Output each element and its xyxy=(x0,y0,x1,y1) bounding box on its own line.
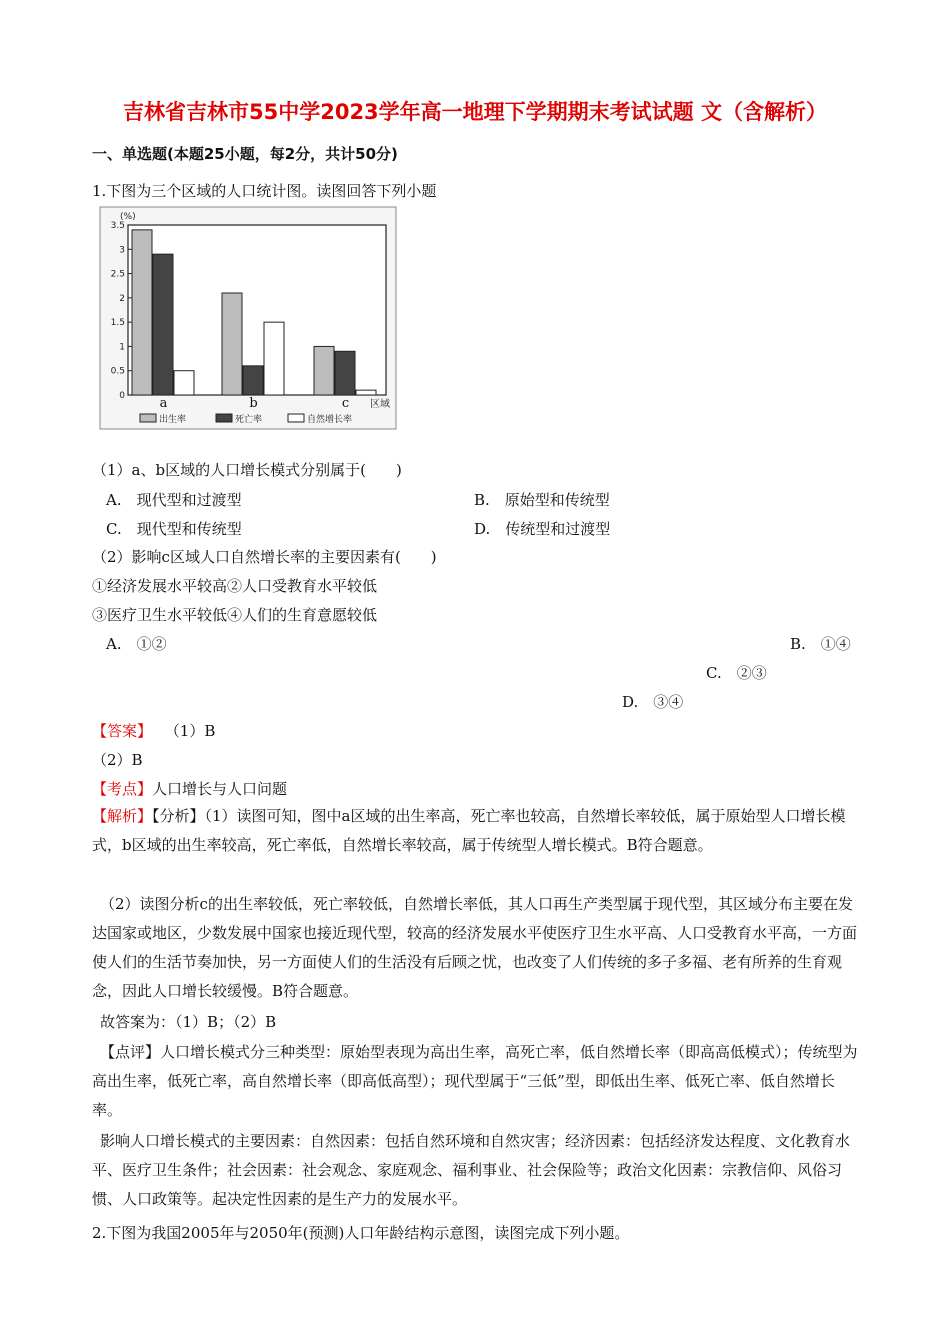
y-tick-label: 1 xyxy=(119,342,125,353)
kaodian-text: 人口增长与人口问题 xyxy=(152,780,288,798)
kaodian-line xyxy=(92,778,287,799)
question-1-stem: 1.下图为三个区域的人口统计图。读图回答下列小题 xyxy=(92,182,437,200)
bar-a-1 xyxy=(153,254,173,395)
legend-label: 死亡率 xyxy=(235,415,263,425)
option-d[interactable]: D. ③④ xyxy=(622,693,684,711)
sub-question-2-choices-line-2: ③医疗卫生水平较低④人们的生育意愿较低 xyxy=(92,606,378,624)
answer-tag: 【答案】 xyxy=(92,722,153,740)
legend-swatch xyxy=(140,414,156,422)
population-bar-chart xyxy=(98,205,398,431)
category-label: b xyxy=(249,396,258,411)
option-c[interactable]: C. ②③ xyxy=(706,664,767,682)
legend-label: 出生率 xyxy=(159,415,187,425)
analysis-paragraph-1 xyxy=(92,802,860,860)
sub-question-2: （2）影响c区域人口自然增长率的主要因素有( ) xyxy=(92,548,437,566)
y-tick-label: 3 xyxy=(119,245,125,256)
y-tick-label: 3.5 xyxy=(110,221,125,231)
option-d[interactable]: D. 传统型和过渡型 xyxy=(474,520,611,538)
category-label: c xyxy=(341,396,350,411)
document-title: 吉林省吉林市55中学2023学年高一地理下学期期末考试试题 文（含解析） xyxy=(123,100,827,124)
category-label: a xyxy=(159,396,168,411)
legend-swatch xyxy=(216,414,232,422)
analysis-text-1: 【分析】（1）读图可知，图中a区域的出生率高，死亡率也较高，自然增长率较低，属于原始型人口增长模式，b区域的出生率较高，死亡率低，自然增长率较高，属于传统型人增长模式。B符合题意。 xyxy=(92,807,846,854)
bar-c-0 xyxy=(314,346,334,395)
bar-c-1 xyxy=(335,351,355,395)
y-tick-label: 2 xyxy=(119,293,125,304)
sub-question-2-choices-line-1: ①经济发展水平较高②人口受教育水平较低 xyxy=(92,577,378,595)
option-a[interactable]: A. ①② xyxy=(106,635,167,653)
question-2-stem: 2.下图为我国2005年与2050年(预测)人口年龄结构示意图，读图完成下列小题。 xyxy=(92,1224,630,1242)
analysis-paragraph-2: （2）读图分析c的出生率较低，死亡率较低，自然增长率低，其人口再生产类型属于现代型，其区域分布主要在发达国家或地区，少数发展中国家也接近现代型，较高的经济发展水平使医疗卫生水平高、人口受教育水平高，一方面使人们的生活节奏加快，另一方面使人们的生活没有后顾之忧，也改变了人们传统的多子多福、老有所养的生育观念，因此人口增长较缓慢。B符合题意。 xyxy=(92,895,858,1000)
answer-2: （2）B xyxy=(92,751,143,769)
comment-paragraph-1: 【点评】人口增长模式分三种类型：原始型表现为高出生率，高死亡率，低自然增长率（即高高低模式）；传统型为高出生率，低死亡率，高自然增长率（即高低高型）；现代型属于“三低”型，即低出生率、低死亡率、低自然增长率。 xyxy=(92,1043,858,1119)
bar-a-0 xyxy=(132,230,152,395)
y-axis-label: (%) xyxy=(120,212,136,222)
bar-b-0 xyxy=(222,293,242,395)
x-axis-label: 区域 xyxy=(370,399,390,410)
section-heading: 一、单选题(本题25小题，每2分，共计50分) xyxy=(92,145,398,163)
answer-line xyxy=(92,720,215,741)
y-tick-label: 0.5 xyxy=(110,366,125,377)
option-b[interactable]: B. ①④ xyxy=(790,635,851,653)
option-c[interactable]: C. 现代型和传统型 xyxy=(106,520,242,538)
bar-b-2 xyxy=(264,322,284,395)
sub-question-1: （1）a、b区域的人口增长模式分别属于( ) xyxy=(92,461,402,479)
bar-c-2 xyxy=(356,390,376,395)
bar-b-1 xyxy=(243,366,263,395)
jiexi-tag: 【解析】 xyxy=(92,807,153,825)
option-a[interactable]: A. 现代型和过渡型 xyxy=(106,491,242,509)
legend-label: 自然增长率 xyxy=(307,415,353,425)
analysis-conclusion: 故答案为：（1）B；（2）B xyxy=(100,1013,277,1031)
y-tick-label: 2.5 xyxy=(110,269,125,280)
kaodian-tag: 【考点】 xyxy=(92,780,153,798)
bar-a-2 xyxy=(174,371,194,395)
y-tick-label: 0 xyxy=(119,391,125,401)
answer-1: （1）B xyxy=(164,722,216,740)
legend-swatch xyxy=(288,414,304,422)
option-b[interactable]: B. 原始型和传统型 xyxy=(474,491,610,509)
comment-paragraph-2: 影响人口增长模式的主要因素：自然因素：包括自然环境和自然灾害；经济因素：包括经济发达程度、文化教育水平、医疗卫生条件；社会因素：社会观念、家庭观念、福利事业、社会保险等；政治文化因素：宗教信仰、风俗习惯、人口政策等。起决定性因素的是生产力的发展水平。 xyxy=(92,1132,851,1208)
y-tick-label: 1.5 xyxy=(110,318,125,329)
